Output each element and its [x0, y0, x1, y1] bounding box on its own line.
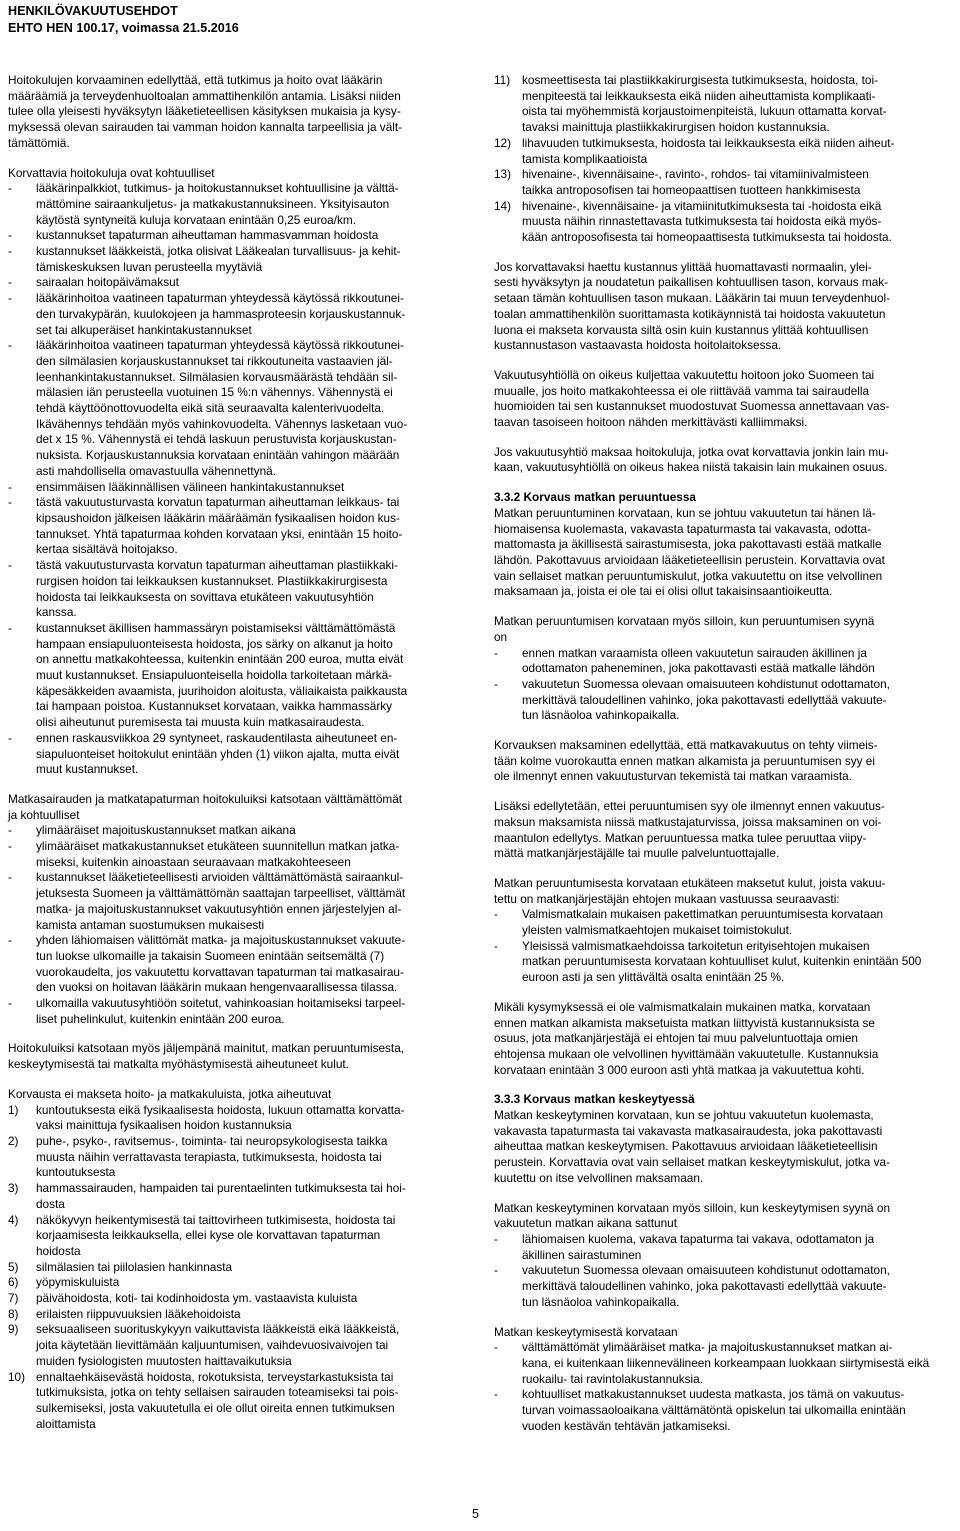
text-line: erilaisten riippuvuuksien lääkehoidoista: [36, 1306, 241, 1321]
list-item: [8, 731, 474, 778]
dash-marker: -: [8, 870, 12, 885]
text-line: tamista komplikaatioista: [522, 151, 648, 166]
list-item: [494, 1387, 960, 1434]
text-line: puhe-, psyko-, ravitsemus-, toiminta- tai neuropsykologisesta taikka: [36, 1134, 388, 1148]
header-title: HENKILÖVAKUUTUSEHDOT: [8, 4, 178, 18]
text-line: hammassairauden, hampaiden tai purentaelinten tutkimuksesta tai hoi-: [36, 1181, 406, 1196]
paragraph: [494, 445, 960, 476]
dash-marker: -: [8, 181, 12, 196]
text-line: liset puhelinkulut, kuitenkin enintään 200 euroa.: [36, 1011, 285, 1026]
page-number: 5: [472, 1507, 479, 1521]
text-line: hiomaisensa kuolemasta, vakavasta tapaturmasta tai vakavasta, odotta-: [494, 521, 872, 536]
text-line: kustannukset lääkkeistä, jotka olisivat Lääkealan turvallisuus- ja kehit-: [36, 244, 401, 259]
numbered-item: [494, 167, 960, 198]
text-line: nuksista. Korjauskustannuksia korvataan enintään vahingon määrään: [36, 448, 400, 463]
text-line: miseksi, kuitenkin ainoastaan seuraavaan matkakohteeseen: [36, 854, 351, 869]
text-line: den silmälasien korjauskustannukset tai rikkoutuneita vastaavien jäl-: [36, 353, 393, 368]
dash-marker: -: [494, 1387, 498, 1402]
text-line: kamista antaman suostumuksen mukaisesti: [36, 917, 265, 932]
text-line: mättömine sairaankuljetus- ja matkakustannuksineen. Yksityisauton: [36, 196, 390, 211]
text-line: muut kustannukset.: [36, 762, 139, 777]
text-line: menpiteestä tai leikkauksesta eikä niiden aiheuttamista komplikaati-: [522, 88, 876, 103]
item-number: 5): [8, 1259, 19, 1274]
text-line: tannukset. Yhtä tapaturmaa kohden korvataan yksi, enintään 15 hoito-: [36, 526, 403, 541]
text-line: ehtojensa mukaan ole velvollinen hyvittämään vakuutetulle. Kustannuksia: [494, 1046, 879, 1061]
text-line: olisi aiheutunut puremisesta tai muusta kuin matkasairaudesta.: [36, 715, 365, 730]
list-item: [494, 1232, 960, 1263]
text-line: ennen matkan alkamista maksetuista matkan liittyvistä kustannuksista se: [494, 1015, 875, 1030]
text-line: Matkan peruuntumisen korvataan myös silloin, kun peruuntumisen syynä: [494, 614, 875, 629]
text-line: kustannukset äkillisen hammassäryn poistamiseksi välttämättömästä: [36, 620, 396, 635]
text-line: ensimmäisen lääkinnällisen välineen hankintakustannukset: [36, 479, 345, 494]
text-line: lääkärinhoitoa vaatineen tapaturman yhteydessä käytössä rikkoutunei-: [36, 338, 404, 353]
list-item: [8, 870, 474, 933]
numbered-item: [8, 1322, 474, 1369]
text-line: matkan peruuntumisesta korvataan kohtuulliset kulut, kuitenkin enintään 500: [522, 954, 922, 969]
text-line: vakuutetun matkan aikana sattunut: [494, 1216, 677, 1231]
text-line: tämiskeskuksen luvan perusteella myytäviä: [36, 259, 263, 274]
text-line: päivähoidosta, koti- tai kodinhoidosta ym. vastaavista kuluista: [36, 1291, 358, 1306]
text-line: mälasien iän perusteella vuotuinen 15 %:n vähennys. Vähennystä ei: [36, 385, 393, 400]
text-line: kipsaushoidon jälkeisen lääkärin määräämän fysikaalisen hoidon kus-: [36, 510, 400, 525]
text-line: Matkan keskeytyminen korvataan myös silloin, kun keskeytymisen syynä on: [494, 1200, 891, 1215]
dash-marker: -: [8, 275, 12, 290]
section-3-3-3: [494, 1092, 960, 1186]
dash-marker: -: [494, 907, 498, 922]
item-number: 11): [494, 73, 511, 87]
numbered-item: [494, 199, 960, 246]
text-line: yöpymiskuluista: [36, 1275, 120, 1290]
item-number: 10): [8, 1369, 26, 1384]
text-line: dosta: [36, 1196, 65, 1211]
text-line: hivenaine-, kivennäisaine-, ravinto-, rohdos- tai vitamiinivalmisteen: [522, 167, 869, 182]
travel-costs-list: [8, 792, 474, 1028]
text-line: vuoden kestävän tehtävän jatkamiseksi.: [522, 1418, 731, 1433]
section-3-3-2: [494, 490, 960, 600]
paragraph: [494, 260, 960, 354]
text-line: lääkärinpalkkiot, tutkimus- ja hoitokustannukset kohtuullisine ja välttä-: [36, 181, 399, 196]
text-line: tään kolme vuorokautta ennen matkan alkamista ja peruuntumisen syy ei: [494, 753, 875, 768]
text-line: joita käytetään lievittämään kaljuuntumisen, vaihdevuosivaivojen tai: [36, 1338, 389, 1353]
list-item: [8, 228, 474, 244]
list-item: [8, 291, 474, 338]
dash-marker: -: [494, 676, 498, 691]
text-line: yleisten valmismatkaehtojen mukaiset toimistokulut.: [522, 923, 793, 938]
text-line: ruokailu- tai ravintolakustannuksia.: [522, 1371, 703, 1386]
item-number: 1): [8, 1102, 19, 1117]
item-number: 14): [494, 198, 512, 213]
exclusions-list: [8, 1087, 474, 1432]
text-line: tämättömiä.: [8, 135, 70, 150]
text-line: on: [494, 629, 508, 644]
text-line: sairaalan hoitopäivämaksut: [36, 275, 179, 290]
text-line: muualle, jos hoito matkakohteessa ei ole riittävää vamma tai sairaudella: [494, 383, 870, 398]
numbered-item: [8, 1291, 474, 1307]
numbered-item: [494, 73, 960, 136]
text-line: vakuutetun Suomessa olevaan omaisuuteen kohdistunut odottamaton,: [522, 676, 890, 691]
text-line: kohtuulliset matkakustannukset uudesta matkasta, jos tämä on vakuutus-: [522, 1387, 905, 1402]
text-line: lihavuuden tutkimuksesta, hoidosta tai leikkauksesta eikä niiden aiheut-: [522, 135, 895, 150]
text-line: ja kohtuulliset: [8, 807, 80, 822]
text-line: kaan, vakuutusyhtiöllä on oikeus hakea niistä takaisin lain mukainen osuus.: [494, 460, 888, 475]
list-item: [494, 677, 960, 724]
text-line: muut kustannukset. Ensiapuluonteisella hoidolla tarkoitetaan märkä-: [36, 668, 393, 683]
text-line: tettu on matkanjärjestäjän ehtojen mukaan vastuussa seuraavasti:: [494, 891, 840, 906]
text-line: aiheuttaa matkan keskeytymisen. Pakottavuus arvioidaan lääketieteellisin: [494, 1139, 878, 1154]
left-column: [8, 73, 474, 1446]
numbered-item: [8, 1370, 474, 1433]
dash-marker: -: [8, 479, 12, 494]
text-line: käpesäkkeiden avaamista, juurihoidon aloitusta, väliaikaista paikkausta: [36, 683, 408, 698]
text-line: lähdön. Pakottavuus arvioidaan lääketieteellisin perustein. Korvattavia ovat: [494, 552, 885, 567]
text-line: ole ilmennyt ennen vakuutusturvan tekemistä tai matkan varaamista.: [494, 769, 853, 784]
text-line: Korvausta ei makseta hoito- ja matkakuluista, jotka aiheutuvat: [8, 1086, 332, 1101]
text-line: Ikävähennys tehdään myös vahinkovuodelta. Vähennys lasketaan vuo-: [36, 416, 408, 431]
list-item: [8, 558, 474, 621]
exclusions-list-continued: [494, 73, 960, 246]
item-number: 7): [8, 1291, 19, 1306]
text-line: oista tai myöhemmistä korjaustoimenpiteistä, lukuun ottamatta korvat-: [522, 104, 887, 119]
text-line: ennaltaehkäisevästä hoidosta, rokotuksista, terveystarkastuksista tai: [36, 1369, 394, 1384]
text-line: sesti hyväksytyn ja noudatetun paikallisen kohtuullisen tason, korvaus mak-: [494, 275, 889, 290]
text-line: äkillinen sairastuminen: [522, 1247, 642, 1262]
dash-marker: -: [8, 291, 12, 306]
text-line: Matkan peruuntuminen korvataan, kun se johtuu vakuutetun tai hänen lä-: [494, 505, 876, 520]
text-line: ennen matkan varaamista olleen vakuutetun sairauden äkillinen ja: [522, 645, 867, 660]
text-line: määräämiä ja terveydenhuoltoalan ammattihenkilön antamia. Lisäksi niiden: [8, 88, 401, 103]
text-line: kään antroposofisesta tai homeopaattisesta tutkimuksesta tai hoidosta.: [522, 230, 892, 245]
text-line: Hoitokulujen korvaaminen edellyttää, että tutkimus ja hoito ovat lääkärin: [8, 73, 383, 87]
numbered-item: [8, 1181, 474, 1212]
text-line: matka- ja majoituskustannukset vakuutusyhtiön ennen järjestelyjen al-: [36, 901, 402, 916]
text-line: toalan ammattihenkilön suorittamasta kotikäynnistä tai hoidosta vakuutetun: [494, 306, 886, 321]
item-number: 3): [8, 1181, 19, 1196]
list-item: [494, 907, 960, 938]
text-line: kuutettu on itse velvollinen maksamaan.: [494, 1170, 704, 1185]
paragraph: [494, 799, 960, 862]
interruption-reasons-list: [494, 1201, 960, 1311]
text-line: kustannustason vastaavasta hoidosta hoitolaitoksessa.: [494, 338, 782, 353]
list-item: [8, 823, 474, 839]
text-line: odottamaton paheneminen, joka pakottavasti estää matkalle lähdön: [522, 661, 875, 676]
paragraph: [8, 1041, 474, 1072]
text-line: kertaa sisältävä hoitojakso.: [36, 542, 178, 557]
item-number: 8): [8, 1306, 19, 1321]
numbered-item: [8, 1134, 474, 1181]
list-item: [8, 275, 474, 291]
text-line: kustannukset tapaturman aiheuttaman hammasvamman hoidosta: [36, 228, 379, 243]
cancellation-reasons-list: [494, 614, 960, 724]
dash-marker: -: [8, 730, 12, 745]
dash-marker: -: [8, 244, 12, 259]
paragraph: [494, 1000, 960, 1079]
text-line: sulkemiseksi, josta vakuutetulla ei ole ollut oireita ennen tutkimuksen: [36, 1400, 395, 1415]
text-line: den turvakypärän, kuulokojeen ja hammasproteesin korjauskustannuk-: [36, 306, 406, 321]
numbered-item: [8, 1307, 474, 1323]
list-item: [8, 621, 474, 731]
dash-marker: -: [494, 938, 498, 953]
text-line: huomioiden tai sen kustannukset muodostuvat Suomessa annettavaan vas-: [494, 399, 890, 414]
text-line: Valmismatkalain mukaisen pakettimatkan peruuntumisesta korvataan: [522, 907, 884, 922]
text-line: hoidosta: [36, 1243, 81, 1258]
list-item: [494, 646, 960, 677]
text-line: Jos korvattavaksi haettu kustannus ylittää huomattavasti normaalin, ylei-: [494, 259, 872, 274]
list-item: [8, 244, 474, 275]
dash-marker: -: [8, 996, 12, 1011]
list-item: [494, 1340, 960, 1387]
text-line: tun luokse ulkomaille ja takaisin Suomeen enintään seitsemältä (7): [36, 948, 385, 963]
text-line: vaksi mainittuja fysikaalisen hoidon kustannuksia: [36, 1118, 292, 1133]
text-line: Vakuutusyhtiöllä on oikeus kuljettaa vakuutettu hoitoon joko Suomeen tai: [494, 367, 875, 382]
dash-marker: -: [8, 933, 12, 948]
text-line: siapuluonteiset hoitokulut enintään yhden (1) viikon ajalta, mutta eivät: [36, 746, 400, 761]
text-line: hoidosta tai leikkauksesta on sovittava etukäteen vakuutusyhtiön: [36, 589, 374, 604]
text-line: luona ei makseta korvausta siltä osin kuin kustannus ylittää kohtuullisen: [494, 322, 869, 337]
text-line: euroon asti ja sen ylittävältä osalta enintään 25 %.: [522, 970, 785, 985]
text-line: kana, ei kuitenkaan liikennevälineen korkeampaan luokkaan siirtymisestä eikä: [522, 1355, 930, 1370]
text-line: on annettu matkakohteessa, kuitenkin enintään 200 euroa, mutta eivät: [36, 652, 404, 667]
text-line: maantulon edellytys. Matkan peruuntuessa matka tulee peruuttaa viipy-: [494, 830, 867, 845]
text-line: maksamaan ja, joista ei ole tai ei olisi ollut takaisinsaantioikeutta.: [494, 584, 833, 599]
header-subtitle: EHTO HEN 100.17, voimassa 21.5.2016: [8, 21, 239, 35]
text-line: Matkasairauden ja matkatapaturman hoitokuluiksi katsotaan välttämättömät: [8, 791, 403, 806]
text-line: korvataan enintään 3 000 euroon asti yhtä matkaa ja vakuutettua kohti.: [494, 1062, 865, 1077]
text-line: kuntoutuksesta eikä fysikaalisesta hoidosta, lukuun ottamatta korvatta-: [36, 1102, 405, 1117]
list-item: [8, 495, 474, 558]
text-line: aloittamista: [36, 1416, 96, 1431]
list-item: [8, 338, 474, 479]
text-line: Matkan peruuntumisesta korvataan etukäteen maksetut kulut, joista vakuu-: [494, 875, 886, 890]
paragraph: [494, 738, 960, 785]
cancellation-costs-list: [494, 876, 960, 986]
text-line: merkittävä taloudellinen vahinko, joka pakottavasti edellyttää vakuute-: [522, 1279, 887, 1294]
list-item: [8, 933, 474, 996]
dash-marker: -: [8, 495, 12, 510]
text-line: näkökyvyn heikentymisestä tai taittovirheen tutkimisesta, hoidosta tai: [36, 1212, 396, 1227]
text-line: kuntoutuksesta: [36, 1165, 116, 1180]
list-item: [8, 181, 474, 228]
text-line: turvan voimassaoloaikana välttämätöntä opiskelun tai ulkomailla enintään: [522, 1403, 906, 1418]
list-item: [8, 996, 474, 1027]
text-line: kanssa.: [36, 605, 77, 620]
text-line: Mikäli kysymyksessä ei ole valmismatkalain mukainen matka, korvataan: [494, 999, 871, 1014]
text-line: den vuoksi on hoitavan lääkärin mukaan hengenvaarallisessa tilassa.: [36, 980, 398, 995]
text-line: vakuutetun Suomessa olevaan omaisuuteen kohdistunut odottamaton,: [522, 1263, 890, 1278]
text-line: osuus, jota matkanjärjestäjä ei ehtojen tai muu palveluntuottaja omien: [494, 1031, 858, 1046]
text-line: tun läsnäoloa vahinkopaikalla.: [522, 1294, 680, 1309]
list-item: [8, 480, 474, 496]
text-line: det x 15 %. Vähennystä ei tehdä laskuun perustuvista korjauskustan-: [36, 432, 397, 447]
item-number: 2): [8, 1134, 19, 1148]
item-number: 12): [494, 135, 512, 150]
numbered-item: [494, 136, 960, 167]
text-line: asti mahdollisella omavastuulla vähennettynä.: [36, 463, 277, 478]
text-line: tutkimuksista, jotka on tehty sellaisen sairauden toteamiseksi tai pois-: [36, 1385, 399, 1400]
text-line: vakavasta tapaturmasta tai vakavasta matkasairaudesta, joka pakottavasti: [494, 1123, 883, 1138]
text-line: taavan tasoiseen hoitoon nähden merkittävästi kalliimmaksi.: [494, 415, 808, 430]
numbered-item: [8, 1103, 474, 1134]
text-line: tehdä käyttöönottovuodelta eikä sitä seuraavalta kalenterivuodelta.: [36, 401, 385, 416]
text-line: Hoitokuluiksi katsotaan myös jäljempänä mainitut, matkan peruuntumisesta,: [8, 1041, 405, 1056]
text-line: ulkomailla vakuutusyhtiöön soitetut, vahinkoasian hoitamiseksi tarpeel-: [36, 996, 406, 1011]
text-line: keskeytymisestä tai matkalta myöhästymisestä aiheutuneet kulut.: [8, 1057, 349, 1072]
text-line: kosmeettisesta tai plastiikkakirurgisesta tutkimuksesta, hoidosta, toi-: [522, 73, 879, 87]
right-column: [494, 73, 960, 1448]
text-line: seksuaaliseen suorituskykyyn vaikuttavista lääkkeistä eikä lääkkeistä,: [36, 1322, 400, 1337]
dash-marker: -: [494, 1232, 498, 1246]
item-number: 13): [494, 167, 512, 182]
text-line: merkittävä taloudellinen vahinko, joka pakottavasti edellyttää vakuute-: [522, 692, 887, 707]
text-line: muusta näihin rinnastettavasta tutkimuksesta tai hoidosta eikä myös-: [522, 214, 882, 229]
text-line: tulee olla yleisesti hyväksytyn lääketieteellisen käsityksen mukaisia ja kysy-: [8, 104, 401, 119]
text-line: muiden fysiologisten muutosten haittavaikutuksia: [36, 1353, 292, 1368]
text-line: Matkan keskeytymisestä korvataan: [494, 1324, 678, 1339]
item-number: 9): [8, 1322, 19, 1337]
dash-marker: -: [494, 1263, 498, 1278]
interruption-costs-list: [494, 1325, 960, 1435]
text-line: jetuksesta Suomeen ja välttämättömän saattajan tarpeelliset, välttämät: [36, 886, 406, 901]
covered-costs-list: [8, 166, 474, 778]
text-line: Yleisissä valmismatkaehdoissa tarkoitetun erityisehtojen mukaisen: [522, 938, 870, 953]
dash-marker: -: [494, 1340, 498, 1355]
text-line: Korvauksen maksaminen edellyttää, että matkavakuutus on tehty viimeis-: [494, 738, 878, 753]
text-line: tai hampaan poistoa. Kustannukset korvataan, vaikka hammassärky: [36, 699, 393, 714]
text-line: vain sellaiset matkan peruuntumiskulut, jotka vakuutettu on itse velvollinen: [494, 568, 883, 583]
text-line: Jos vakuutusyhtiö maksaa hoitokuluja, jotka ovat korvattavia jonkin lain mu-: [494, 444, 889, 459]
list-item: [494, 939, 960, 986]
text-line: set tai alkuperäiset hankintakustannukset: [36, 322, 252, 337]
text-line: mattomasta ja äkillisestä sairastumisesta, joka pakottavasti estää matkalle: [494, 537, 882, 552]
text-line: välttämättömät ylimääräiset matka- ja majoituskustannukset matkan ai-: [522, 1340, 893, 1355]
item-number: 6): [8, 1275, 19, 1290]
numbered-item: [8, 1260, 474, 1276]
dash-marker: -: [494, 645, 498, 660]
paragraph: [494, 368, 960, 431]
list-item: [8, 839, 474, 870]
text-line: korjaamisesta leikkauksella, ellei kyse ole korvattavan tapaturman: [36, 1228, 381, 1243]
dash-marker: -: [8, 823, 12, 838]
text-line: tavaksi mainittuja plastiikkakirurgisen hoidon kustannuksia.: [522, 120, 830, 135]
text-line: Korvattavia hoitokuluja ovat kohtuulliset: [8, 165, 215, 180]
numbered-item: [8, 1213, 474, 1260]
text-line: rurgisen hoidon tai leikkauksen kustannukset. Plastiikkakirurgisesta: [36, 573, 388, 588]
dash-marker: -: [8, 839, 12, 854]
text-line: leenhankintakustannukset. Silmälasien korvausmäärästä tehdään sil-: [36, 369, 398, 384]
text-line: muusta näihin verrattavasta terapiasta, tutkimuksesta, hoidosta tai: [36, 1149, 382, 1164]
text-line: maksun maksamista niissä matkustajaturvissa, joissa maksaminen on voi-: [494, 814, 882, 829]
section-heading: 3.3.3 Korvaus matkan keskeytyessä: [494, 1092, 695, 1107]
text-line: setaan tämän kohtuullisen tason mukaan. Lääkärin tai muun terveydenhuol-: [494, 291, 891, 306]
text-line: ylimääräiset majoituskustannukset matkan aikana: [36, 823, 296, 838]
document-header: [8, 3, 239, 37]
dash-marker: -: [8, 338, 12, 353]
text-line: lääkärinhoitoa vaatineen tapaturman yhteydessä käytössä rikkoutunei-: [36, 291, 404, 306]
text-line: hivenaine-, kivennäisaine- ja vitamiinitutkimuksesta tai -hoidosta eikä: [522, 198, 882, 213]
text-line: käytöstä syntyneitä kuluja korvataan enintään 0,25 euroa/km.: [36, 212, 357, 227]
dash-marker: -: [8, 558, 12, 573]
text-line: ylimääräiset matkakustannukset etukäteen suunnitellun matkan jatka-: [36, 839, 400, 854]
text-line: tun läsnäoloa vahinkopaikalla.: [522, 708, 680, 723]
text-line: Matkan keskeytyminen korvataan, kun se johtuu vakuutetun kuolemasta,: [494, 1108, 874, 1123]
dash-marker: -: [8, 228, 12, 243]
text-line: hampaan ensiapuluonteisesta hoidosta, jos särky on alkanut ja hoito: [36, 636, 393, 651]
paragraph: [8, 73, 474, 152]
text-line: tästä vakuutusturvasta korvatun tapaturman aiheuttaman plastiikkaki-: [36, 558, 398, 573]
text-line: mättä matkanjärjestäjälle tai muulle palveluntuottajalle.: [494, 846, 780, 861]
text-line: yhden lähiomaisen välittömät matka- ja majoituskustannukset vakuute-: [36, 933, 406, 948]
text-line: kustannukset lääketieteellisesti arvioiden välttämättömästä sairaankul-: [36, 870, 404, 885]
text-line: vuorokaudelta, jos vakuutettu korvattavan tapaturman tai matkasairau-: [36, 964, 404, 979]
text-line: myksessä olevan sairauden tai vamman hoidon kannalta tarpeellisia ja vält-: [8, 120, 403, 135]
text-line: Lisäksi edellytetään, ettei peruuntumisen syy ole ilmennyt ennen vakuutus-: [494, 799, 885, 814]
text-line: perustein. Korvattavia ovat vain sellaiset matkan keskeytymiskulut, jotka va-: [494, 1155, 891, 1170]
dash-marker: -: [8, 620, 12, 635]
text-line: taikka antroposofisen tai homeopaattisen tuotteen hankkimisesta: [522, 182, 861, 197]
text-line: lähiomaisen kuolema, vakava tapaturma tai vakava, odottamaton ja: [522, 1232, 875, 1246]
text-line: silmälasien tai piilolasien hankinnasta: [36, 1259, 233, 1274]
text-line: tästä vakuutusturvasta korvatun tapaturman aiheuttaman leikkaus- tai: [36, 495, 400, 510]
numbered-item: [8, 1275, 474, 1291]
text-line: ennen raskausviikkoa 29 syntyneet, raskaudentilasta aiheutuneet en-: [36, 730, 398, 745]
list-item: [494, 1263, 960, 1310]
section-heading: 3.3.2 Korvaus matkan peruuntuessa: [494, 490, 696, 505]
item-number: 4): [8, 1212, 19, 1227]
